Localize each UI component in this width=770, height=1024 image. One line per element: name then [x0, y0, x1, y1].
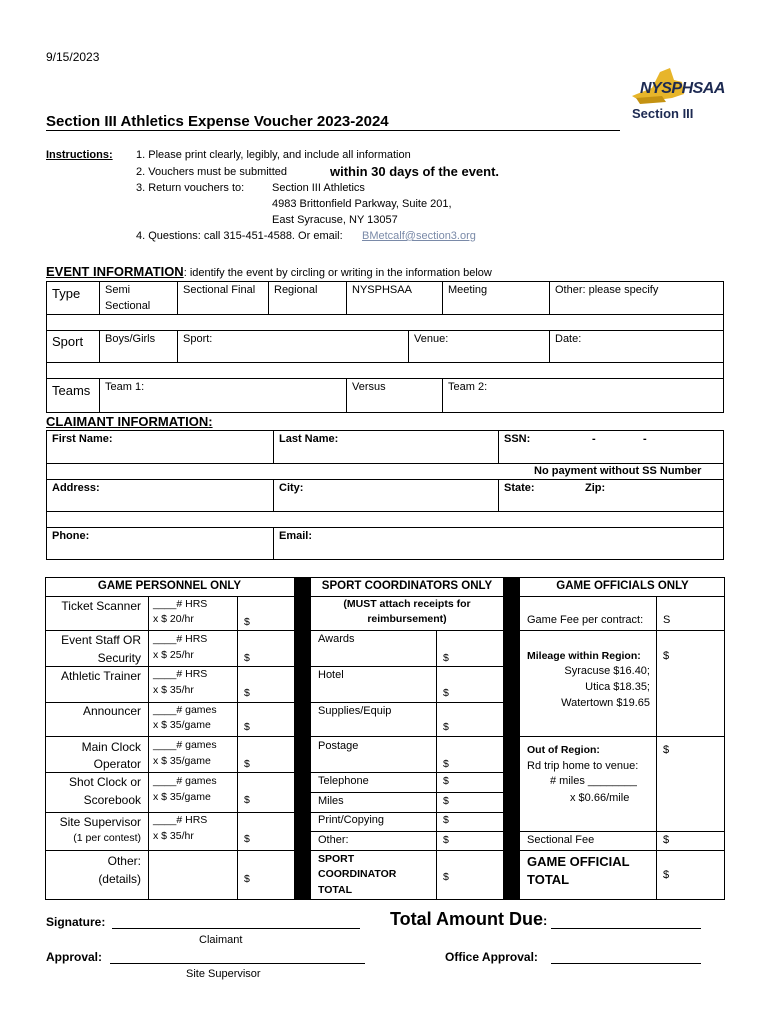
hotel-label: Hotel [318, 669, 344, 681]
page-title: Section III Athletics Expense Voucher 2023-2024 [46, 113, 389, 130]
coordinators-note-2: reimbursement) [367, 613, 447, 625]
out-of-region-label: Out of Region: [527, 744, 600, 756]
cell-divider [99, 281, 100, 314]
mileage-label: Mileage within Region: [527, 650, 641, 662]
rate-utica: Utica $18.35; [585, 681, 650, 693]
site-supervisor-caption: Site Supervisor [186, 968, 261, 980]
staff-rate: x $ 25/hr [153, 649, 194, 661]
event-heading-title: EVENT INFORMATION [46, 264, 184, 279]
teams-label: Teams [52, 383, 91, 398]
claimant-heading-title: CLAIMANT INFORMATION [46, 414, 209, 429]
title-underline [46, 130, 620, 131]
claimant-row-divider [46, 511, 724, 512]
official-total-label: GAME OFFICIAL [527, 854, 630, 869]
trainer-hours-field[interactable]: ____# HRS [153, 668, 208, 680]
coordinators-note: (MUST attach receipts for [343, 598, 471, 610]
row-divider [311, 736, 503, 737]
row-divider [311, 702, 503, 703]
clock-label: Main Clock [81, 740, 141, 754]
first-name-field[interactable]: First Name: [52, 433, 113, 445]
miles-label: Miles [318, 795, 344, 807]
cell-divider [237, 596, 238, 900]
cell-divider [273, 430, 274, 463]
row-divider [311, 772, 503, 773]
signature-line[interactable] [112, 928, 360, 929]
sport-field[interactable]: Sport: [183, 333, 213, 345]
event-row-divider [46, 378, 724, 379]
logo-brand: NYSPHSAA [640, 80, 725, 97]
signature-label: Signature: [46, 915, 106, 929]
awards-label: Awards [318, 633, 355, 645]
ticket-amount-field[interactable]: $ [244, 616, 250, 628]
event-row-divider [46, 362, 724, 363]
announcer-rate: x $ 35/game [153, 719, 211, 731]
announcer-label: Announcer [82, 704, 141, 718]
versus-label: Versus [352, 381, 386, 393]
claimant-row-divider [46, 479, 724, 480]
last-name-field[interactable]: Last Name: [279, 433, 339, 445]
cell-divider [498, 430, 499, 463]
shot-clock-label-2: Scorebook [83, 793, 141, 807]
postage-label: Postage [318, 740, 359, 752]
row-divider [45, 630, 294, 631]
clock-label-2: Operator [93, 757, 141, 771]
approval-line[interactable] [110, 963, 365, 964]
mile-rate: x $0.66/mile [570, 792, 630, 804]
cell-divider [656, 596, 657, 900]
instruction-1: 1. Please print clearly, legibly, and include all information [136, 149, 411, 161]
cell-divider [268, 281, 269, 314]
shot-amount-field[interactable]: $ [244, 794, 250, 806]
coordinators-header: SPORT COORDINATORS ONLY [321, 580, 493, 592]
team2-field[interactable]: Team 2: [448, 381, 488, 393]
official-total-label-2: TOTAL [527, 872, 570, 887]
type-nysphsaa[interactable]: NYSPHSAA [352, 284, 412, 296]
coordinator-total-label-3: TOTAL [318, 884, 353, 896]
site-supervisor-note: (1 per contest) [73, 832, 141, 844]
zip-field[interactable]: Zip: [585, 482, 606, 494]
type-regional[interactable]: Regional [274, 284, 318, 296]
shot-clock-label: Shot Clock or [68, 775, 141, 789]
awards-amount-field[interactable]: $ [443, 652, 449, 664]
type-other[interactable]: Other: please specify [555, 284, 659, 296]
row-divider [311, 630, 503, 631]
print-label: Print/Copying [318, 814, 385, 826]
cell-divider [549, 330, 550, 362]
claimant-heading-colon: : [208, 414, 213, 429]
staff-hours-field[interactable]: ____# HRS [153, 633, 208, 645]
instruction-2-emphasis: within 30 days of the event. [330, 164, 500, 179]
phone-field[interactable]: Phone: [52, 530, 90, 542]
row-divider [520, 850, 725, 851]
miles-input[interactable]: # miles ________ [550, 775, 637, 787]
shot-games-field[interactable]: ____# games [153, 775, 217, 787]
row-divider [311, 831, 503, 832]
cell-divider [346, 281, 347, 314]
cell-divider [442, 378, 443, 413]
type-sectional-final[interactable]: Sectional Final [183, 284, 256, 296]
ssn-notice: No payment without SS Number [534, 465, 702, 477]
coordinator-total-field[interactable]: $ [443, 871, 449, 883]
staff-amount-field[interactable]: $ [244, 652, 250, 664]
coord-other-amount-field[interactable]: $ [443, 834, 449, 846]
hotel-amount-field[interactable]: $ [443, 687, 449, 699]
site-amount-field[interactable]: $ [244, 833, 250, 845]
row-divider [45, 850, 294, 851]
cell-divider [408, 330, 409, 362]
sport-label: Sport [52, 334, 84, 349]
cell-divider [346, 378, 347, 413]
clock-games-field[interactable]: ____# games [153, 739, 217, 751]
email-link[interactable]: BMetcalf@section3.org [362, 230, 476, 242]
address-field[interactable]: Address: [52, 482, 100, 494]
site-supervisor-label: Site Supervisor [59, 815, 141, 829]
trainer-amount-field[interactable]: $ [244, 687, 250, 699]
row-divider [311, 666, 503, 667]
coord-other-label[interactable]: Other: [318, 834, 349, 846]
postage-amount-field[interactable]: $ [443, 758, 449, 770]
row-divider [520, 736, 725, 737]
row-divider [520, 630, 725, 631]
office-approval-label: Office Approval: [445, 950, 538, 964]
total-due-label [390, 909, 547, 930]
row-divider [520, 596, 725, 597]
cell-divider [148, 596, 149, 900]
row-divider [311, 812, 503, 813]
row-divider [311, 850, 503, 851]
claimant-row-divider [46, 527, 724, 528]
row-divider [45, 702, 294, 703]
type-meeting[interactable]: Meeting [448, 284, 488, 296]
sectional-fee-label: Sectional Fee [527, 834, 595, 846]
ssn-dash: - [592, 433, 596, 445]
telephone-label: Telephone [318, 775, 369, 787]
clock-amount-field[interactable]: $ [244, 758, 250, 770]
type-semi-sectional[interactable]: Semi [105, 284, 131, 296]
announcer-amount-field[interactable]: $ [244, 721, 250, 733]
round-trip-label: Rd trip home to venue: [527, 760, 639, 772]
trainer-rate: x $ 35/hr [153, 684, 194, 696]
supplies-label: Supplies/Equip [318, 705, 392, 717]
column-separator [294, 577, 311, 900]
claimant-heading [46, 414, 213, 429]
telephone-amount-field[interactable]: $ [443, 775, 449, 787]
instruction-4: 4. Questions: call 315-451-4588. Or email: [136, 230, 343, 242]
type-semi-sectional-2[interactable]: Sectional [105, 300, 151, 312]
event-row-divider [46, 314, 724, 315]
date-field[interactable]: Date: [555, 333, 582, 345]
ticket-scanner-label: Ticket Scanner [61, 599, 141, 613]
announcer-games-field[interactable]: ____# games [153, 704, 217, 716]
game-fee-field[interactable]: S [663, 614, 671, 626]
ssn-dash: - [643, 433, 647, 445]
personnel-header: GAME PERSONNEL ONLY [97, 580, 242, 592]
event-row-divider [46, 330, 724, 331]
claimant-caption: Claimant [199, 934, 243, 946]
total-due-line[interactable] [551, 928, 701, 929]
other-details-label[interactable]: (details) [98, 872, 141, 886]
other-amount-field[interactable]: $ [244, 873, 250, 885]
game-fee-label: Game Fee per contract: [527, 614, 644, 626]
total-due-text: Total Amount Due [390, 909, 543, 929]
cell-divider [273, 479, 274, 511]
cell-divider [273, 527, 274, 560]
sectional-fee-field[interactable]: $ [663, 834, 670, 846]
row-divider [45, 596, 294, 597]
row-divider [45, 736, 294, 737]
row-divider [520, 831, 725, 832]
cell-divider [549, 281, 550, 314]
row-divider [45, 666, 294, 667]
row-divider [45, 812, 294, 813]
team1-field[interactable]: Team 1: [105, 381, 145, 393]
row-divider [45, 772, 294, 773]
ticket-hours-field[interactable]: ____# HRS [153, 598, 208, 610]
event-heading [46, 264, 492, 279]
ssn-field[interactable]: SSN: [504, 433, 531, 445]
city-field[interactable]: City: [279, 482, 304, 494]
cell-divider [177, 330, 178, 362]
total-due-colon: : [542, 913, 548, 928]
boys-girls-field[interactable]: Boys/Girls [105, 333, 156, 345]
event-staff-label: Event Staff OR [61, 633, 141, 647]
out-region-amount-field[interactable]: $ [663, 744, 670, 756]
cell-divider [177, 281, 178, 314]
approval-label: Approval: [46, 950, 103, 964]
column-separator [503, 577, 520, 900]
shot-rate: x $ 35/game [153, 791, 211, 803]
trainer-label: Athletic Trainer [60, 669, 141, 683]
venue-field[interactable]: Venue: [414, 333, 449, 345]
event-staff-label-2: Security [97, 651, 141, 665]
event-heading-subtitle: : identify the event by circling or writing in the information below [183, 267, 492, 279]
cell-divider [99, 330, 100, 362]
ticket-rate: x $ 20/hr [153, 613, 194, 625]
print-amount-field[interactable]: $ [443, 814, 449, 826]
miles-amount-field[interactable]: $ [443, 795, 449, 807]
instructions-label: Instructions: [46, 149, 113, 161]
return-address-line-2: 4983 Brittonfield Parkway, Suite 201, [272, 198, 452, 210]
cell-divider [498, 479, 499, 511]
officials-header: GAME OFFICIALS ONLY [556, 580, 689, 592]
rate-watertown: Watertown $19.65 [561, 697, 650, 709]
mileage-amount-field[interactable]: $ [663, 650, 670, 662]
claimant-table [46, 430, 724, 560]
cell-divider [436, 630, 437, 900]
supplies-amount-field[interactable]: $ [443, 721, 449, 733]
clock-rate: x $ 35/game [153, 755, 211, 767]
instruction-2: 2. Vouchers must be submitted [136, 166, 288, 178]
other-label: Other: [107, 854, 141, 868]
return-address-line-1: Section III Athletics [272, 182, 365, 194]
cell-divider [99, 378, 100, 413]
logo-section: Section III [632, 106, 694, 121]
document-date: 9/15/2023 [46, 50, 100, 64]
site-rate: x $ 35/hr [153, 830, 194, 842]
email-field[interactable]: Email: [279, 530, 313, 542]
row-divider [311, 792, 503, 793]
type-label: Type [52, 286, 81, 301]
office-approval-line[interactable] [551, 963, 701, 964]
cell-divider [442, 281, 443, 314]
site-hours-field[interactable]: ____# HRS [153, 814, 208, 826]
instruction-3: 3. Return vouchers to: [136, 182, 245, 194]
state-field[interactable]: State: [504, 482, 535, 494]
official-total-field[interactable]: $ [663, 869, 670, 881]
coordinator-total-label-2: COORDINATOR [318, 868, 397, 880]
row-divider [311, 596, 503, 597]
claimant-row-divider [46, 463, 724, 464]
rate-syracuse: Syracuse $16.40; [564, 665, 650, 677]
nysphsaa-logo [622, 66, 725, 124]
coordinator-total-label: SPORT [318, 853, 355, 865]
return-address-line-3: East Syracuse, NY 13057 [272, 214, 398, 226]
